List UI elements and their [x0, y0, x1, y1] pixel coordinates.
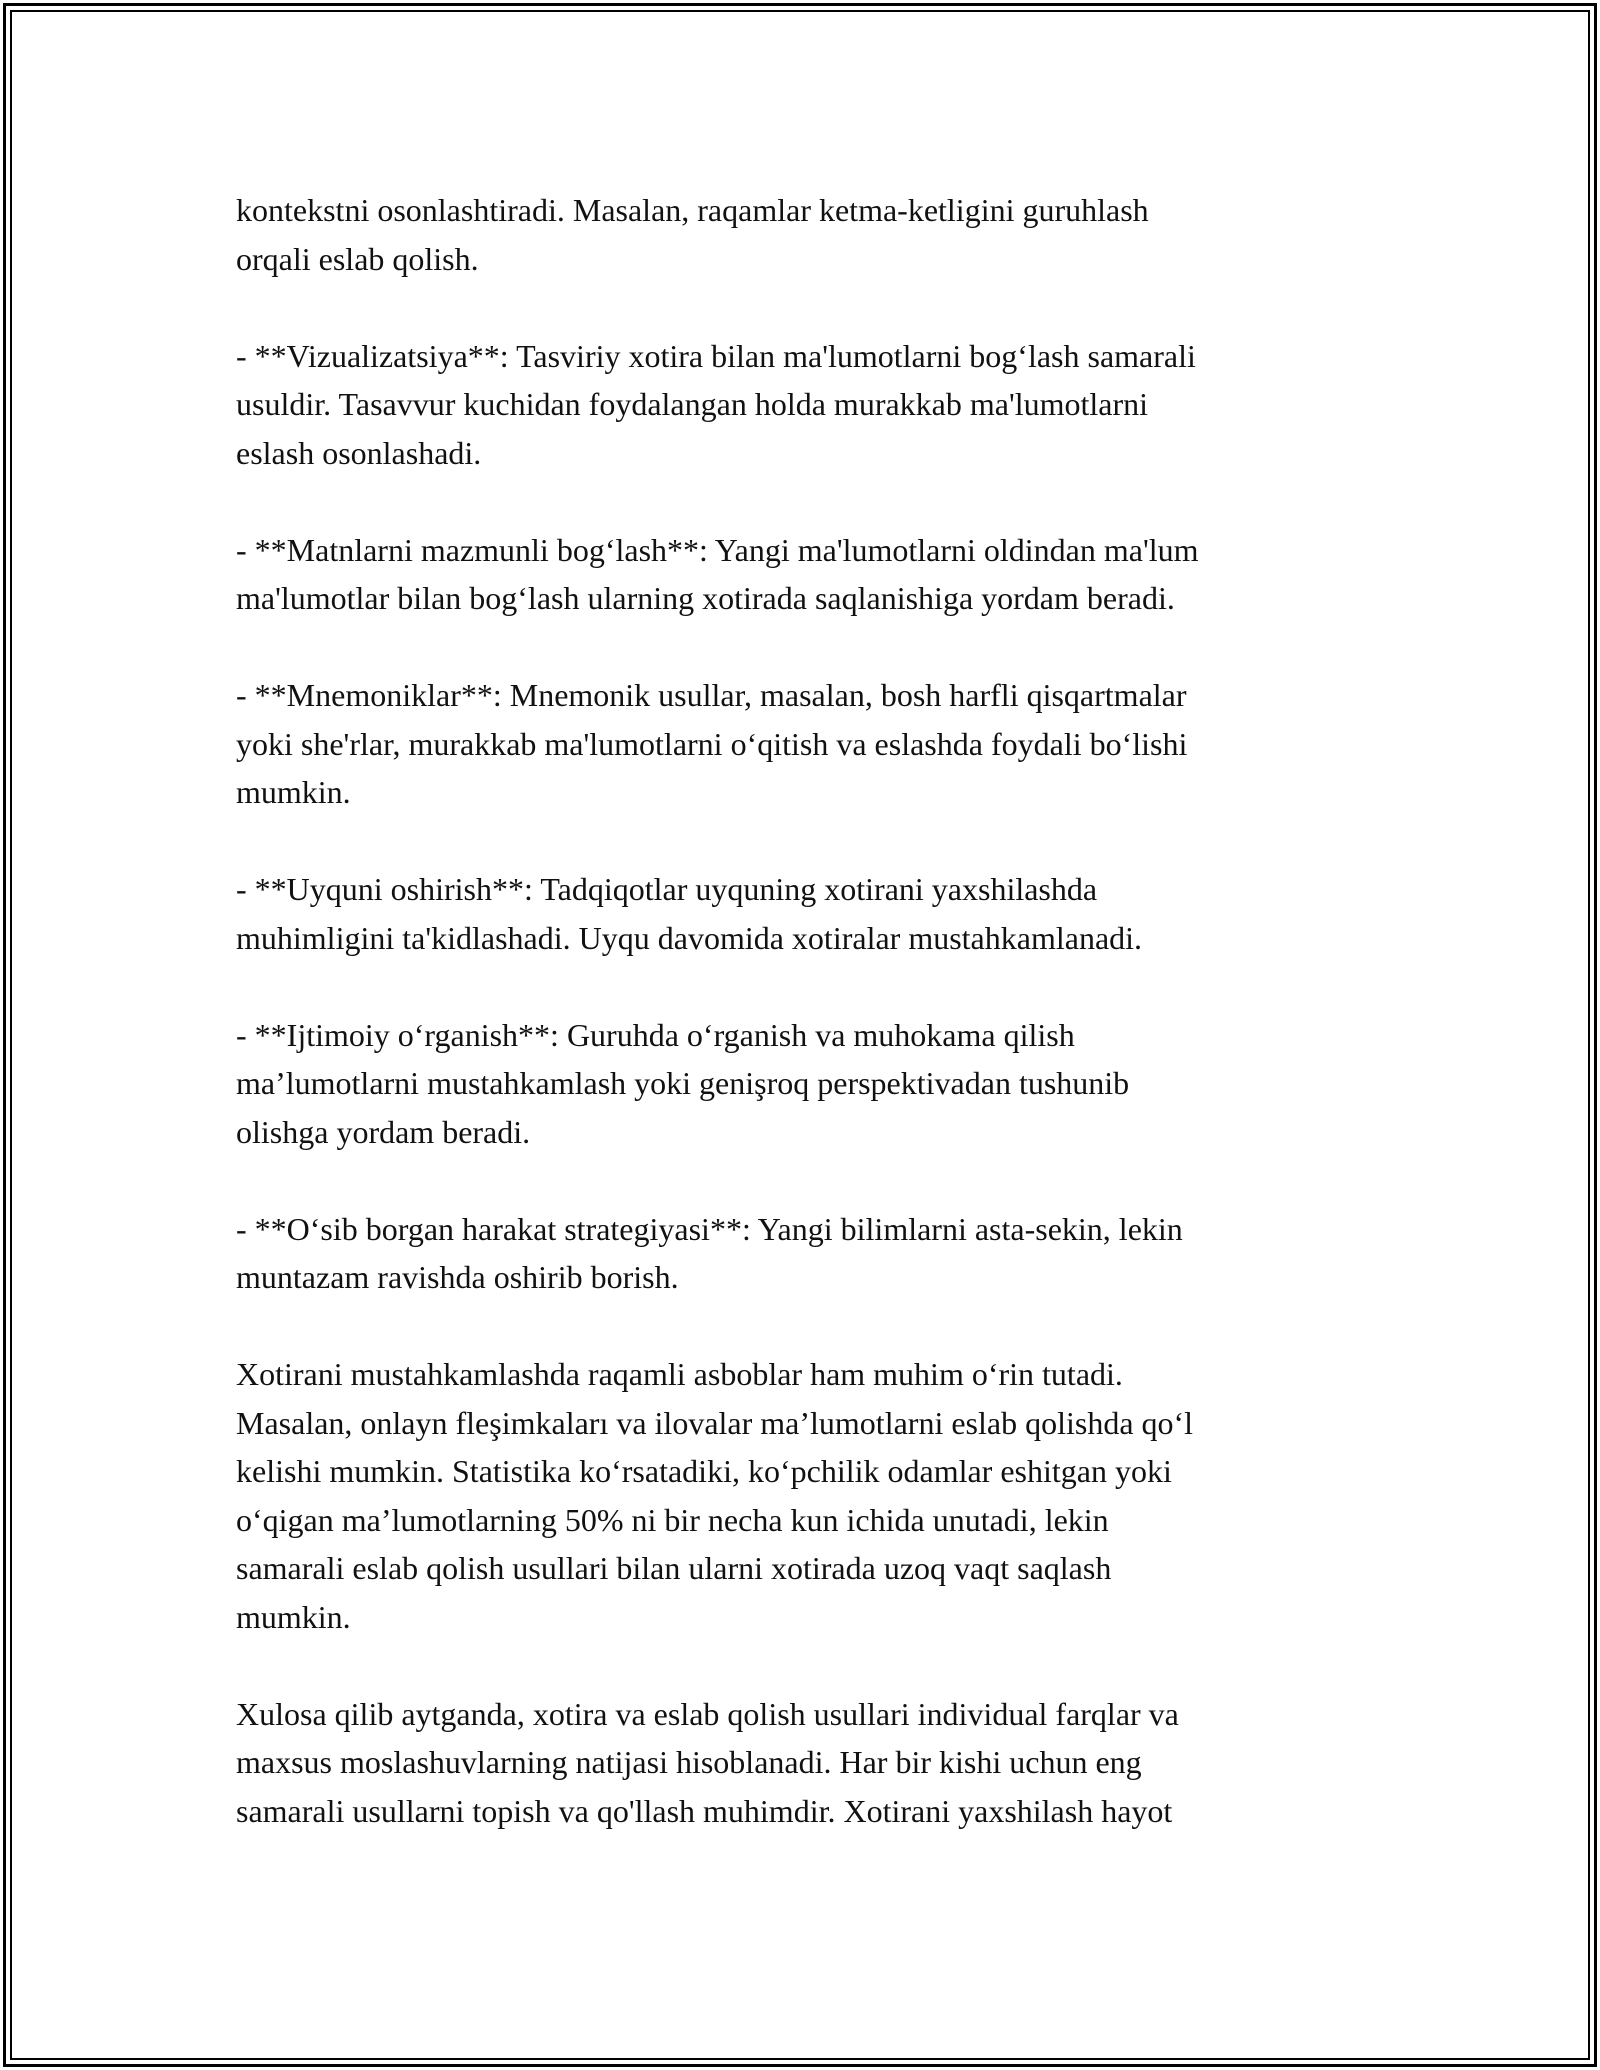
paragraph-context-continuation: [236, 186, 1366, 283]
text-line: usuldir. Tasavvur kuchidan foydalangan holda murakkab ma'lumotlarni: [236, 386, 1149, 422]
text-line: - **Vizualizatsiya**: Tasviriy xotira bilan ma'lumotlarni bog‘lash samarali: [236, 337, 1196, 374]
text-line: - **Ijtimoiy o‘rganish**: Guruhda o‘rganish va muhokama qilish: [236, 1016, 1075, 1053]
text-line: kontekstni osonlashtiradi. Masalan, raqamlar ketma-ketligini guruhlash: [236, 192, 1149, 228]
document-body: [236, 186, 1366, 1835]
text-line: kelishi mumkin. Statistika ko‘rsatadiki, ko‘pchilik odamlar eshitgan yoki: [236, 1453, 1172, 1489]
text-line: yoki she'rlar, murakkab ma'lumotlarni o‘qitish va eslashda foydali bo‘lishi: [236, 725, 1188, 762]
list-item-osib-borgan-harakat: [236, 1205, 1366, 1302]
text-line: o‘qigan ma’lumotlarning 50% ni bir necha kun ichida unutadi, lekin: [236, 1501, 1109, 1538]
text-line: muntazam ravishda oshirib borish.: [236, 1259, 679, 1295]
list-item-vizualizatsiya: [236, 332, 1366, 478]
text-line: olishga yordam beradi.: [236, 1113, 531, 1150]
text-line: - **Mnemoniklar**: Mnemonik usullar, masalan, bosh harfli qisqartmalar: [236, 677, 1187, 713]
text-line: - **O‘sib borgan harakat strategiyasi**: Yangi bilimlarni asta-sekin, lekin: [236, 1210, 1183, 1247]
text-line: muhimligini ta'kidlashadi. Uyqu davomida xotiralar mustahkamlanadi.: [236, 919, 1143, 956]
text-line: maxsus moslashuvlarning natijasi hisoblanadi. Har bir kishi uchun eng: [236, 1744, 1142, 1780]
text-line: - **Matnlarni mazmunli bog‘lash**: Yangi ma'lumotlarni oldindan ma'lum: [236, 531, 1199, 568]
text-line: mumkin.: [236, 1598, 351, 1635]
text-line: mumkin.: [236, 774, 351, 810]
paragraph-digital-tools: [236, 1350, 1366, 1641]
text-line: samarali eslab qolish usullari bilan ularni xotirada uzoq vaqt saqlash: [236, 1550, 1112, 1586]
paragraph-conclusion: [236, 1690, 1366, 1836]
list-item-matnlarni-boglash: [236, 526, 1366, 623]
text-line: ma’lumotlarni mustahkamlash yoki genişroq perspektivadan tushunib: [236, 1065, 1130, 1101]
text-line: Masalan, onlayn fleşimkaları va ilovalar ma’lumotlarni eslab qolishda qo‘l: [236, 1404, 1194, 1441]
list-item-mnemoniklar: [236, 671, 1366, 817]
list-item-uyquni-oshirish: [236, 865, 1366, 962]
text-line: Xotirani mustahkamlashda raqamli asboblar ham muhim o‘rin tutadi.: [236, 1356, 1123, 1392]
text-line: ma'lumotlar bilan bog‘lash ularning xotirada saqlanishiga yordam beradi.: [236, 580, 1175, 616]
list-item-ijtimoiy-organish: [236, 1011, 1366, 1157]
text-line: orqali eslab qolish.: [236, 240, 479, 277]
text-line: Xulosa qilib aytganda, xotira va eslab qolish usullari individual farqlar va: [236, 1695, 1179, 1732]
text-line: samarali usullarni topish va qo'llash muhimdir. Xotirani yaxshilash hayot: [236, 1792, 1173, 1829]
text-line: eslash osonlashadi.: [236, 434, 482, 471]
text-line: - **Uyquni oshirish**: Tadqiqotlar uyquning xotirani yaxshilashda: [236, 871, 1098, 907]
